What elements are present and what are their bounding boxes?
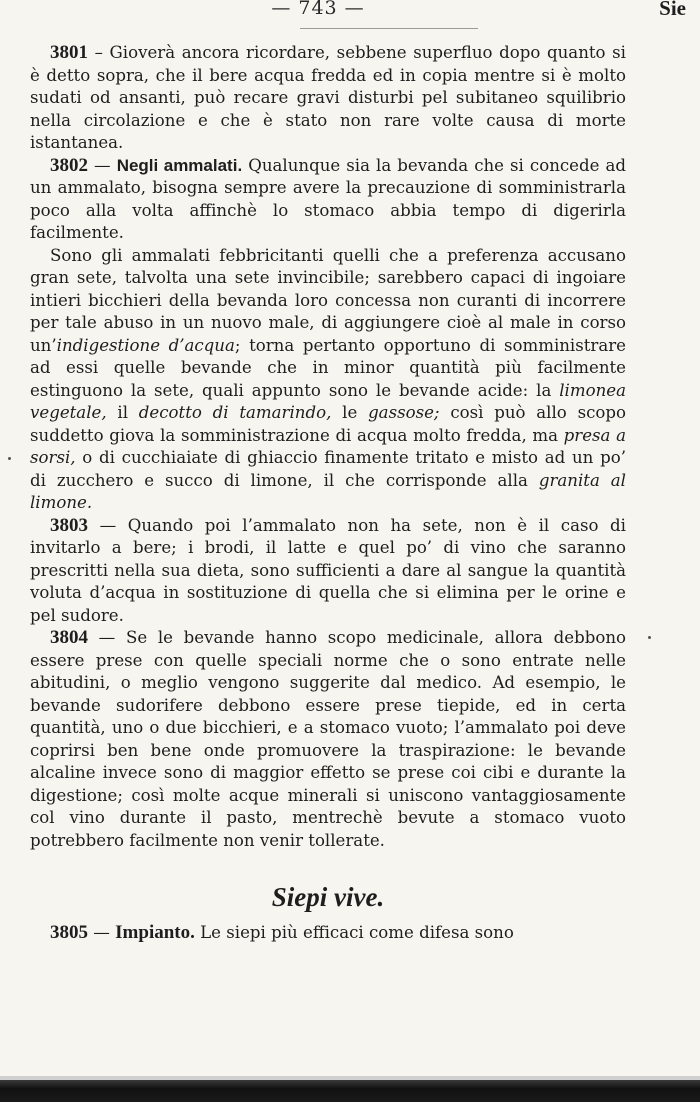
- text-run: ; torna pertanto opportuno di somministrare ad essi quelle bevande che in minor quantità più facilmente estinguono la sete, quali appunto sono le bevande acide: la: [30, 335, 627, 400]
- scan-speck: [648, 636, 651, 639]
- paragraph-3802: [30, 155, 626, 245]
- paragraph-3804: [30, 627, 626, 852]
- text-run: così può allo scopo suddetto giova la somministrazione di acqua molto fredda, ma: [30, 403, 626, 445]
- scan-edge-shadow: [0, 1080, 700, 1102]
- italic-term: indigestione d’acqua: [56, 335, 235, 355]
- paragraph-heading: Negli ammalati.: [116, 155, 243, 175]
- paragraph-text: Gioverà ancora ricordare, sebbene superfluo dopo quanto si è detto sopra, che il bere acqua fredda ed in copia mentre si è molto sudati od ansanti, può recare gravi disturbi pel subitaneo squilibrio nella circolazione e che è stato non rare volte causa di morte istantanea.: [30, 43, 626, 152]
- paragraph-number: 3804: [50, 627, 88, 648]
- paragraph-text: Quando poi l’ammalato non ha sete, non è il caso di invitarlo a bere; i brodi, il latte e quel po’ di vino che saranno prescritti nella sua dieta, sono sufficienti a dare al sangue la quantità voluta d’acqua in sostituzione di quella che si elimina per le orine e pel sudore.: [30, 515, 626, 625]
- page-number: — 743 —: [271, 0, 365, 19]
- paragraph-3801: [30, 42, 626, 155]
- paragraph-number: 3802: [50, 154, 88, 176]
- italic-term: granita al limone.: [30, 470, 626, 512]
- paragraph-number: 3805: [50, 922, 88, 943]
- paragraph-number: 3801: [50, 42, 88, 63]
- text-run: Sono gli ammalati febbricitanti quelli che a preferenza accusano gran sete, talvolta una sete invincibile; sarebbero capaci di ingoiare intieri bicchieri della bevanda loro concessa non curanti di incorrere per tale abuso in un nuovo male, di aggiungere cioè al male in corso un’: [30, 245, 626, 355]
- separator: —: [88, 155, 117, 175]
- separator: —: [88, 628, 126, 647]
- header-rule: [300, 28, 478, 29]
- paragraph-number: 3803: [50, 514, 88, 536]
- italic-term: limonea vegetale,: [30, 380, 626, 422]
- text-run: o di cucchiaiate di ghiaccio finamente tritato e misto ad un po’ di zucchero e succo di limone, il che corrisponde alla: [30, 448, 626, 490]
- running-head: Sie: [659, 0, 686, 20]
- section-title: Siepi vive.: [271, 882, 385, 912]
- paragraph-3805: [30, 922, 626, 945]
- separator: —: [88, 515, 128, 535]
- separator: —: [88, 923, 116, 942]
- text-run: il: [106, 403, 139, 422]
- scan-speck: [8, 457, 11, 460]
- paragraph-text: Se le bevande hanno scopo medicinale, allora debbono essere prese con quelle speciali norme che o sono entrate nelle abitudini, o meglio vengono suggerite dal medico. Ad esempio, le bevande sudorifere debbono essere prese tiepide, ed in certa quantità, uno o due bicchieri, e a stomaco vuoto; l’ammalato poi deve coprirsi ben bene onde promuovere la traspirazione: le bevande alcaline invece sono di maggior effetto se prese coi cibi e durante la digestione; così molte acque minerali si uniscono vantaggiosamente col vino durante il pasto, mentrechè bevute a stomaco vuoto potrebbero facilmente non venir tollerate.: [30, 628, 626, 850]
- paragraph-text: Qualunque sia la bevanda che si concede ad un ammalato, bisogna sempre avere la precauzione di somministrarla poco alla volta affinchè lo stomaco abbia tempo di digerirla facilmente.: [30, 155, 626, 242]
- italic-term: presa a sorsi,: [30, 425, 627, 467]
- paragraph-3803: [30, 515, 626, 628]
- paragraph-heading: Impianto.: [115, 922, 195, 943]
- italic-term: gassose;: [368, 403, 440, 422]
- italic-term: decotto di tamarindo,: [138, 403, 332, 422]
- page-body: [30, 42, 626, 945]
- text-run: le: [331, 403, 369, 422]
- paragraph-3802-continued: [30, 245, 626, 515]
- separator: –: [88, 43, 110, 62]
- paragraph-text: Le siepi più efficaci come difesa sono: [194, 923, 514, 942]
- page-header: [0, 0, 700, 28]
